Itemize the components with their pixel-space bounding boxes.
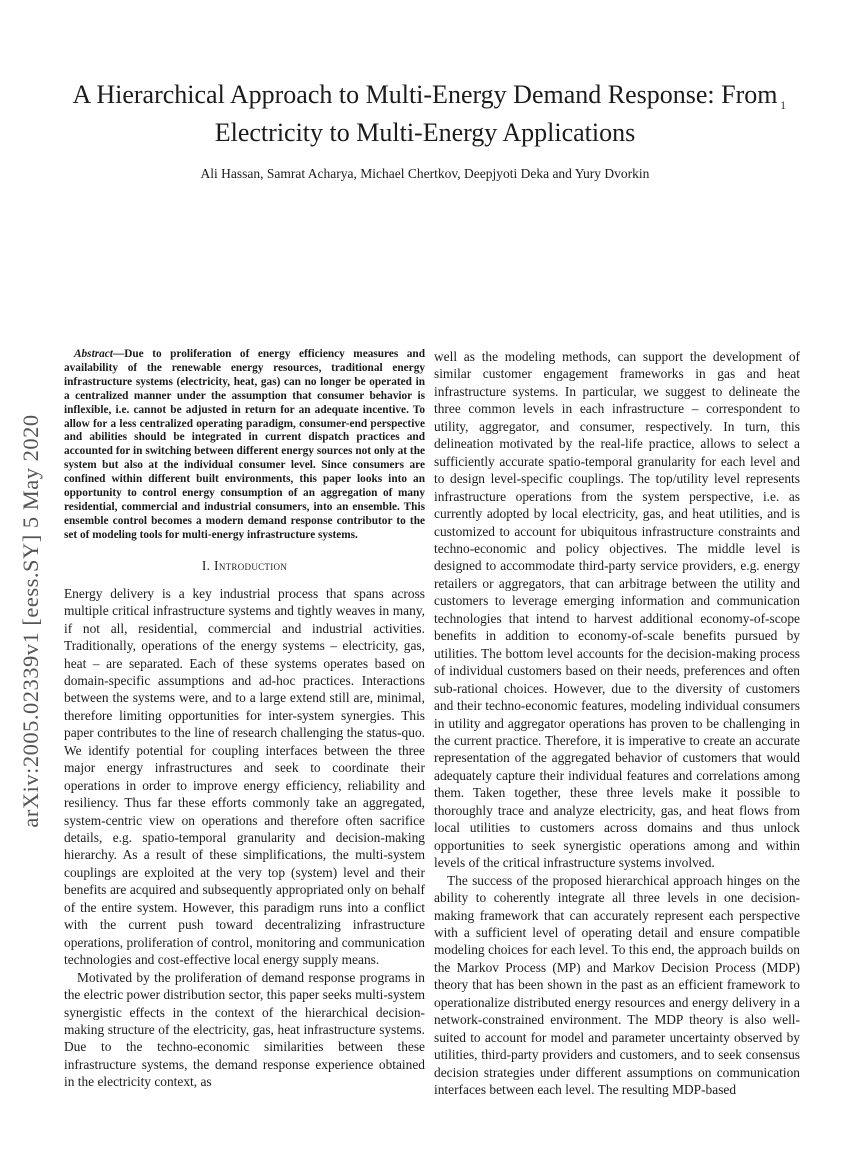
abstract-label: Abstract <box>74 348 113 360</box>
intro-paragraph-2-continued: well as the modeling methods, can support the development of similar customer engagement frameworks in gas and heat infrastructure systems. In particular, we suggest to delineate the three common levels in each infrastructure – correspondent to utility, aggregator, and consumer, respectively. In turn, this delineation motivated by the real-life practice, allows to select a sufficiently accurate spatio-temporal granularity for each level and to design level-specific couplings. The top/utility level represents infrastructure operations from the system perspective, i.e. as currently adopted by local electricity, gas, and heat utilities, and is customized to account for ubiquitous infrastructure constraints and techno-economic and policy objectives. The middle level is designed to accommodate third-party service providers, e.g. energy retailers or aggregators, that can arbitrage between the utility and customers to leverage emerging information and communication technologies that intend to harvest additional economy-of-scope benefits in addition to economy-of-scale benefits pursued by utilities. The bottom level accounts for the decision-making process of individual customers based on their needs, preferences and often sub-rational choices. However, due to the diversity of customers and their techno-economic features, modeling individual consumers in utility and aggregator operations has proven to be challenging in the current practice. Therefore, it is imperative to create an accurate representation of the aggregated behavior of customers that would adequately capture their individual features and correlations among them. Taken together, these three levels make it possible to thoroughly trace and analyze electricity, gas, and heat flows from local utilities to customers across domains and thus unlock opportunities to seek synergistic operations among and within levels of the critical infrastructure systems involved. <box>434 349 800 871</box>
abstract-text: —Due to proliferation of energy efficiency measures and availability of the renewable energy resources, traditional energy infrastructure systems (electricity, heat, gas) can no longer be operated in a centralized manner under the assumption that consumer behavior is inflexible, i.e. cannot be adjusted in return for an adequate incentive. To allow for a less centralized operating paradigm, consumer-end perspective and abilities should be integrated in current dispatch practices and accounted for in switching between different energy sources not only at the system but also at the individual consumer level. Since consumers are confined within different built environments, this paper looks into an opportunity to control energy consumption of an aggregation of many residential, commercial and industrial consumers, into an ensemble. This ensemble control becomes a modern demand response contributor to the set of modeling tools for multi-energy infrastructure systems. <box>64 348 425 541</box>
intro-paragraph-1: Energy delivery is a key industrial process that spans across multiple critical infrastructure systems and tightly weaves in many, if not all, residential, commercial and industrial activities. Traditionally, operations of the energy systems – electricity, gas, heat – are separated. Each of these systems operates based on domain-specific assumptions and ad-hoc practices. Interactions between the systems were, and to a large extend still are, minimal, therefore limiting opportunities for inter-system synergies. This paper contributes to the line of research challenging the status-quo. We identify potential for coupling interfaces between the three major energy infrastructures and seek to coordinate their operations in order to improve energy efficiency, reliability and resiliency. Thus far these efforts commonly take an aggregated, system-centric view on operations and therefore often sacrifice details, e.g. spatio-temporal granularity and decision-making hierarchy. As a result of these simplifications, the multi-system couplings are exploited at the very top (system) level and their benefits are acquired and subsequently appropriated only on behalf of the entire system. However, this paradigm runs into a conflict with the current push toward decentralizing infrastructure operations, proliferation of control, monitoring and communication technologies and cost-effective local energy supply means. <box>64 585 425 968</box>
paper-page <box>0 76 850 1176</box>
two-column-body <box>64 348 804 1098</box>
intro-paragraph-2: Motivated by the proliferation of demand response programs in the electric power distribution sector, this paper seeks multi-system synergistic effects in the context of the hierarchical decision-making structure of the electricity, gas, heat infrastructure systems. Due to the techno-economic similarities between these infrastructure systems, the demand response experience obtained in the electricity context, as <box>64 969 425 1090</box>
page-number: 1 <box>780 100 786 112</box>
section-heading-introduction: I. Introduction <box>201 557 288 573</box>
arxiv-banner: arXiv:2005.02339v1 [eess.SY] 5 May 2020 <box>18 414 43 828</box>
paper-title: A Hierarchical Approach to Multi-Energy Demand Response: From Electricity to Multi-Energy Applications <box>72 80 778 147</box>
right-column <box>434 348 800 1098</box>
abstract-paragraph <box>64 348 425 543</box>
paper-authors: Ali Hassan, Samrat Acharya, Michael Chertkov, Deepjyoti Deka and Yury Dvorkin <box>200 166 650 181</box>
left-column <box>64 348 425 1098</box>
intro-paragraph-3: The success of the proposed hierarchical approach hinges on the ability to coherently integrate all three levels in one decision-making framework that can accurately represent each perspective with a sufficient level of operating detail and ensure compatible modeling choices for each level. To this end, the approach builds on the Markov Process (MP) and Markov Decision Process (MDP) theory that has been shown in the past as an efficient framework to operationalize distributed energy resources and energy delivery in a network-constrained environment. The MDP theory is also well-suited to account for model and parameter uncertainty observed by utilities, third-party providers and customers, and to seek consensus decision strategies under different assumptions on communication interfaces between each level. The resulting MDP-based <box>434 872 800 1098</box>
